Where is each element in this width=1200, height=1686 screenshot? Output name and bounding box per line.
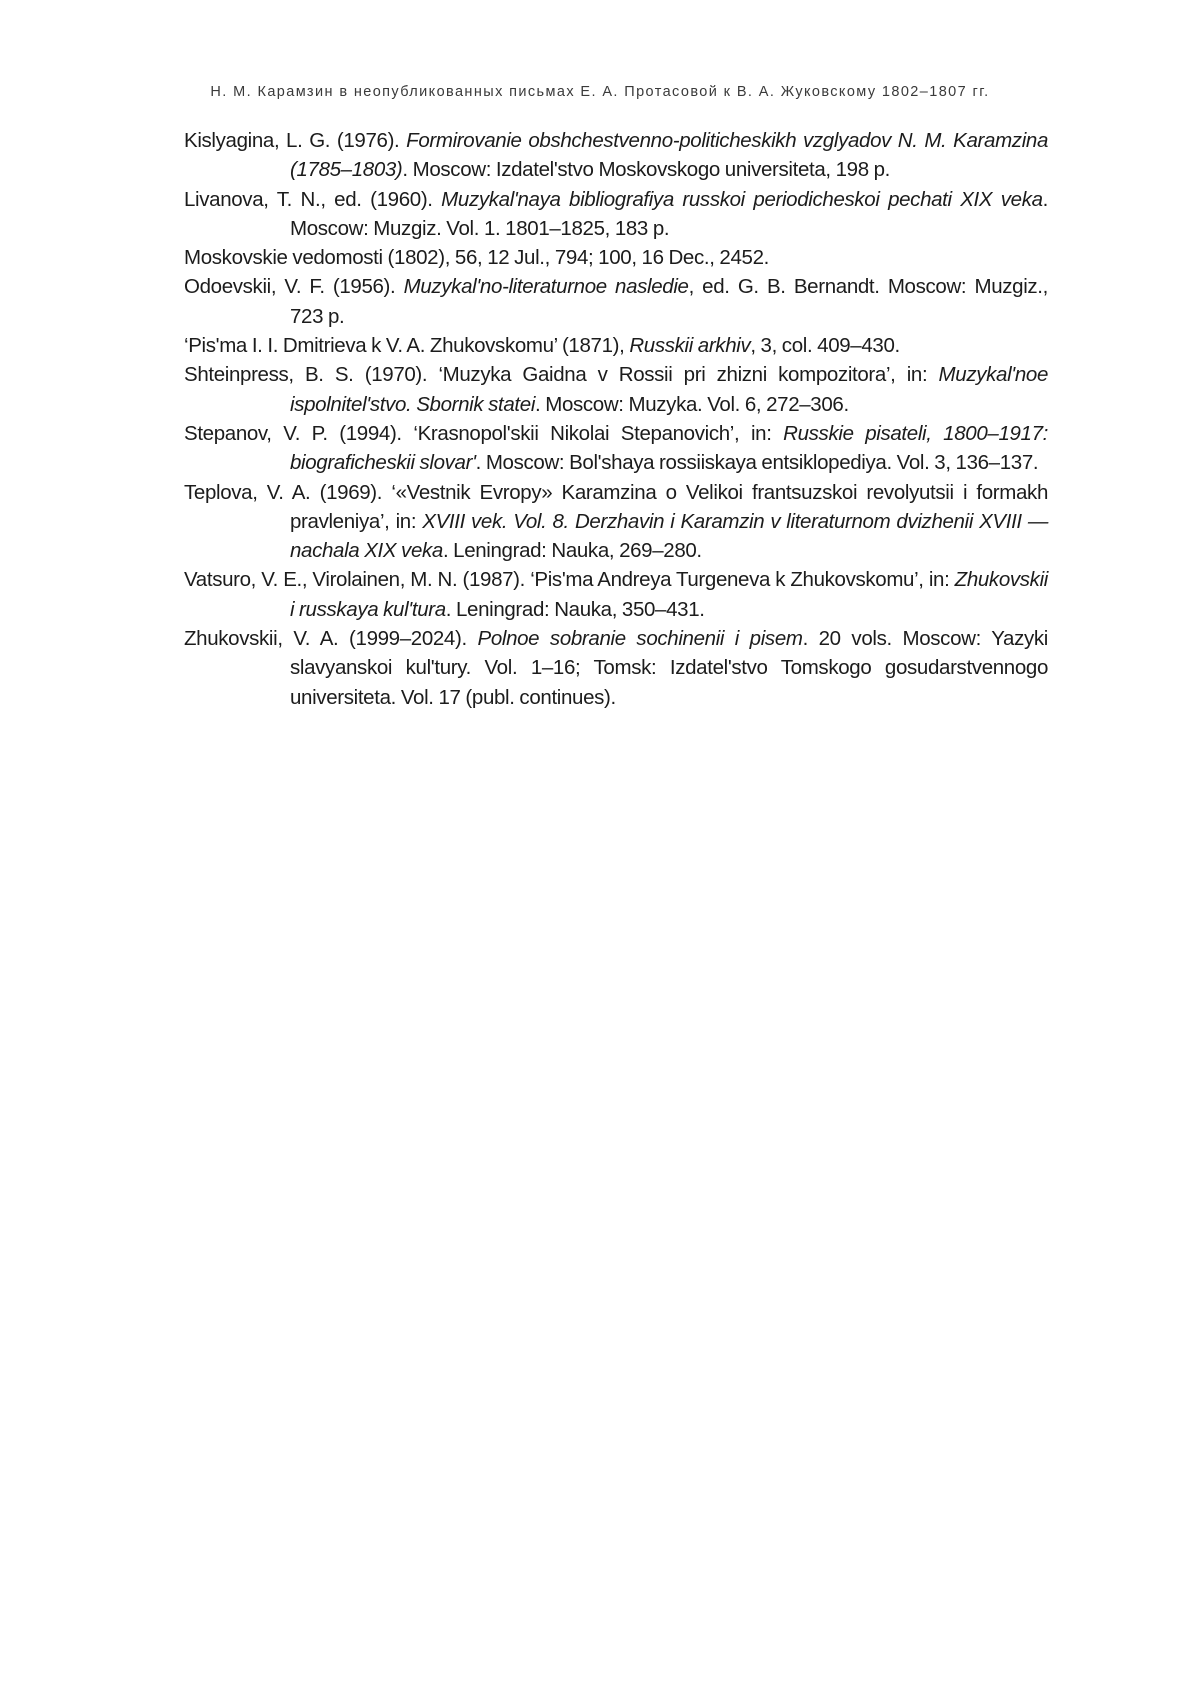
reference-publication: . Leningrad: Nauka, 269–280. bbox=[442, 539, 702, 563]
reference-author-year: Livanova, T. N., ed. (1960). bbox=[184, 187, 442, 211]
reference-publication: , 3, col. 409–430. bbox=[750, 334, 900, 358]
reference-author-year: Moskovskie vedomosti (1802), 56, 12 Jul., 794; 100, 16 Dec., 2452. bbox=[184, 246, 769, 270]
reference-title: Muzykal'naya bibliografiya russkoi periodicheskoi pechati XIX veka bbox=[441, 187, 1043, 211]
reference-entry bbox=[184, 624, 1048, 712]
reference-title: Russkie pisateli, 1800–1917: biograficheskii slovar' bbox=[290, 421, 1048, 475]
reference-title: Polnoe sobranie sochinenii i pisem bbox=[477, 627, 803, 651]
reference-entry bbox=[184, 565, 1048, 624]
reference-publication: . Moscow: Muzyka. Vol. 6, 272–306. bbox=[535, 392, 849, 416]
reference-entry bbox=[184, 419, 1048, 478]
reference-title: Muzykal'noe ispolnitel'stvo. Sbornik statei bbox=[290, 363, 1048, 416]
reference-author-year: Stepanov, V. P. (1994). ‘Krasnopol'skii Nikolai Stepanovich’, in: bbox=[184, 421, 784, 445]
reference-publication: . Moscow: Bol'shaya rossiiskaya entsiklopediya. Vol. 3, 136–137. bbox=[475, 451, 1039, 475]
reference-entry bbox=[184, 272, 1048, 331]
reference-entry bbox=[184, 331, 1048, 360]
reference-title: XVIII vek. Vol. 8. Derzhavin i Karamzin v literaturnom dvizhenii XVIII — nachala XIX veka bbox=[290, 509, 1048, 563]
reference-author-year: Odoevskii, V. F. (1956). bbox=[184, 275, 404, 299]
reference-list bbox=[184, 126, 1048, 712]
reference-entry bbox=[184, 243, 1048, 272]
reference-title: Muzykal'no-literaturnoe nasledie bbox=[403, 275, 689, 299]
reference-publication: . Leningrad: Nauka, 350–431. bbox=[445, 597, 705, 621]
reference-title: Zhukovskii i russkaya kul'tura bbox=[290, 568, 1048, 621]
reference-publication: . 20 vols. Moscow: Yazyki slavyanskoi kul'tury. Vol. 1–16; Tomsk: Izdatel'stvo Tomskogo gosudarstvennogo universiteta. Vol. 17 (publ. continues). bbox=[290, 627, 1048, 709]
running-title: Н. М. Карамзин в неопубликованных письмах Е. А. Протасовой к В. А. Жуковскому 1802–1807 гг. bbox=[210, 84, 990, 100]
reference-entry bbox=[184, 126, 1048, 185]
reference-author-year: Teplova, V. A. (1969). ‘«Vestnik Evropy» Karamzina o Velikoi frantsuzskoi revolyutsii i formakh pravleniya’, in: bbox=[184, 480, 1048, 533]
reference-author-year: Zhukovskii, V. A. (1999–2024). bbox=[184, 627, 478, 651]
reference-author-year: Kislyagina, L. G. (1976). bbox=[184, 129, 407, 152]
reference-publication: . Moscow: Izdatel'stvo Moskovskogo universiteta, 198 p. bbox=[402, 158, 890, 182]
reference-author-year: Vatsuro, V. E., Virolainen, M. N. (1987). ‘Pis'ma Andreya Turgeneva k Zhukovskomu’, in: bbox=[184, 568, 955, 592]
reference-publication: . Moscow: Muzgiz. Vol. 1. 1801–1825, 183 p. bbox=[290, 187, 1049, 240]
reference-author-year: ‘Pis'ma I. I. Dmitrieva k V. A. Zhukovskomu’ (1871), bbox=[184, 334, 630, 358]
reference-title: Formirovanie obshchestvenno-politicheskikh vzglyadov N. M. Karamzina (1785–1803) bbox=[290, 129, 1049, 182]
reference-author-year: Shteinpress, B. S. (1970). ‘Muzyka Gaidna v Rossii pri zhizni kompozitora’, in: bbox=[184, 363, 939, 387]
reference-publication: , ed. G. B. Bernandt. Moscow: Muzgiz., 723 p. bbox=[290, 275, 1048, 328]
reference-entry bbox=[184, 185, 1048, 244]
reference-entry bbox=[184, 360, 1048, 419]
reference-entry bbox=[184, 478, 1048, 566]
reference-title: Russkii arkhiv bbox=[629, 334, 751, 358]
